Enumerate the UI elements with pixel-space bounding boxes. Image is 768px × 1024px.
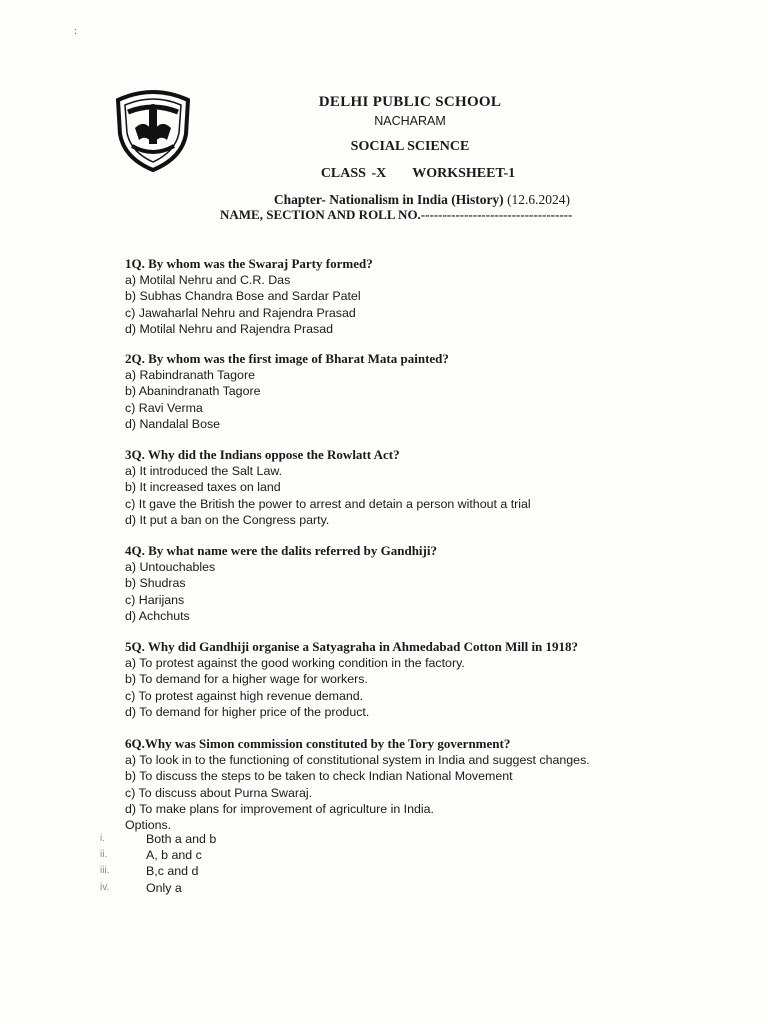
- option: c) To protest against high revenue demand.: [125, 688, 364, 703]
- option: b) Subhas Chandra Bose and Sardar Patel: [125, 289, 361, 304]
- question-text: 1Q. By whom was the Swaraj Party formed?: [125, 256, 373, 271]
- option: b) Abanindranath Tagore: [125, 384, 261, 399]
- choice-text: B,c and d: [146, 864, 199, 879]
- option: b) It increased taxes on land: [125, 480, 281, 495]
- option: b) To discuss the steps to be taken to check Indian National Movement: [125, 769, 513, 784]
- question-block: [125, 256, 685, 337]
- choice-number: i.: [100, 833, 105, 844]
- stray-mark: :: [74, 26, 77, 37]
- option: d) Achchuts: [125, 608, 190, 623]
- option: d) To make plans for improvement of agriculture in India.: [125, 801, 434, 816]
- option: d) It put a ban on the Congress party.: [125, 512, 330, 527]
- question-text: 2Q. By whom was the first image of Bharat Mata painted?: [125, 351, 449, 366]
- choice-text: A, b and c: [146, 848, 202, 863]
- option: a) To protest against the good working condition in the factory.: [125, 656, 465, 671]
- option: a) To look in to the functioning of constitutional system in India and suggest changes.: [125, 753, 590, 768]
- option: a) Rabindranath Tagore: [125, 368, 255, 383]
- option: c) Harijans: [125, 592, 185, 607]
- question-text: 6Q.Why was Simon commission constituted by the Tory government?: [125, 736, 511, 751]
- class-worksheet-line: [34, 166, 768, 182]
- name-section-roll-line: NAME, SECTION AND ROLL NO.-----------------------------------: [220, 207, 573, 222]
- option: d) Motilal Nehru and Rajendra Prasad: [125, 321, 333, 336]
- question-block: [125, 351, 685, 432]
- question-text: 5Q. Why did Gandhiji organise a Satyagraha in Ahmedabad Cotton Mill in 1918?: [125, 639, 579, 654]
- option: a) Motilal Nehru and C.R. Das: [125, 273, 291, 288]
- answer-choices: [100, 831, 400, 896]
- school-branch: NACHARAM: [374, 114, 446, 128]
- question-block: [125, 543, 685, 624]
- question-text: 3Q. Why did the Indians oppose the Rowlatt Act?: [125, 447, 400, 462]
- option: c) Ravi Verma: [125, 400, 203, 415]
- choice-number: iv.: [100, 881, 110, 893]
- question-text: 4Q. By what name were the dalits referred by Gandhiji?: [125, 543, 437, 558]
- option: c) It gave the British the power to arrest and detain a person without a trial: [125, 496, 531, 511]
- question-block: [125, 447, 685, 528]
- class-label: CLASS -X: [320, 166, 387, 181]
- option: a) Untouchables: [125, 560, 216, 575]
- choice-item: [100, 880, 400, 896]
- chapter-title: Chapter- Nationalism in India (History): [273, 192, 504, 207]
- worksheet-date: (12.6.2024): [507, 192, 571, 207]
- school-name: DELHI PUBLIC SCHOOL: [318, 94, 502, 110]
- option: d) Nandalal Bose: [125, 416, 221, 431]
- choice-item: [100, 863, 400, 879]
- chapter-line: [38, 192, 768, 208]
- subject-title: SOCIAL SCIENCE: [350, 139, 470, 154]
- option: a) It introduced the Salt Law.: [125, 464, 283, 479]
- option: c) Jawaharlal Nehru and Rajendra Prasad: [125, 305, 356, 320]
- choice-number: ii.: [100, 849, 108, 861]
- question-block: [125, 736, 685, 833]
- worksheet-label: WORKSHEET-1: [412, 166, 516, 181]
- option: b) To demand for a higher wage for workers.: [125, 672, 368, 687]
- option: c) To discuss about Purna Swaraj.: [125, 785, 313, 800]
- choice-text: Only a: [146, 880, 182, 895]
- option: d) To demand for higher price of the product.: [125, 704, 370, 719]
- question-block: [125, 639, 685, 720]
- choice-text: Both a and b: [146, 832, 217, 846]
- choice-number: iii.: [100, 865, 110, 877]
- choice-item: [100, 831, 400, 847]
- option: b) Shudras: [125, 576, 186, 591]
- choice-item: [100, 847, 400, 863]
- options-heading: Options.: [125, 818, 172, 833]
